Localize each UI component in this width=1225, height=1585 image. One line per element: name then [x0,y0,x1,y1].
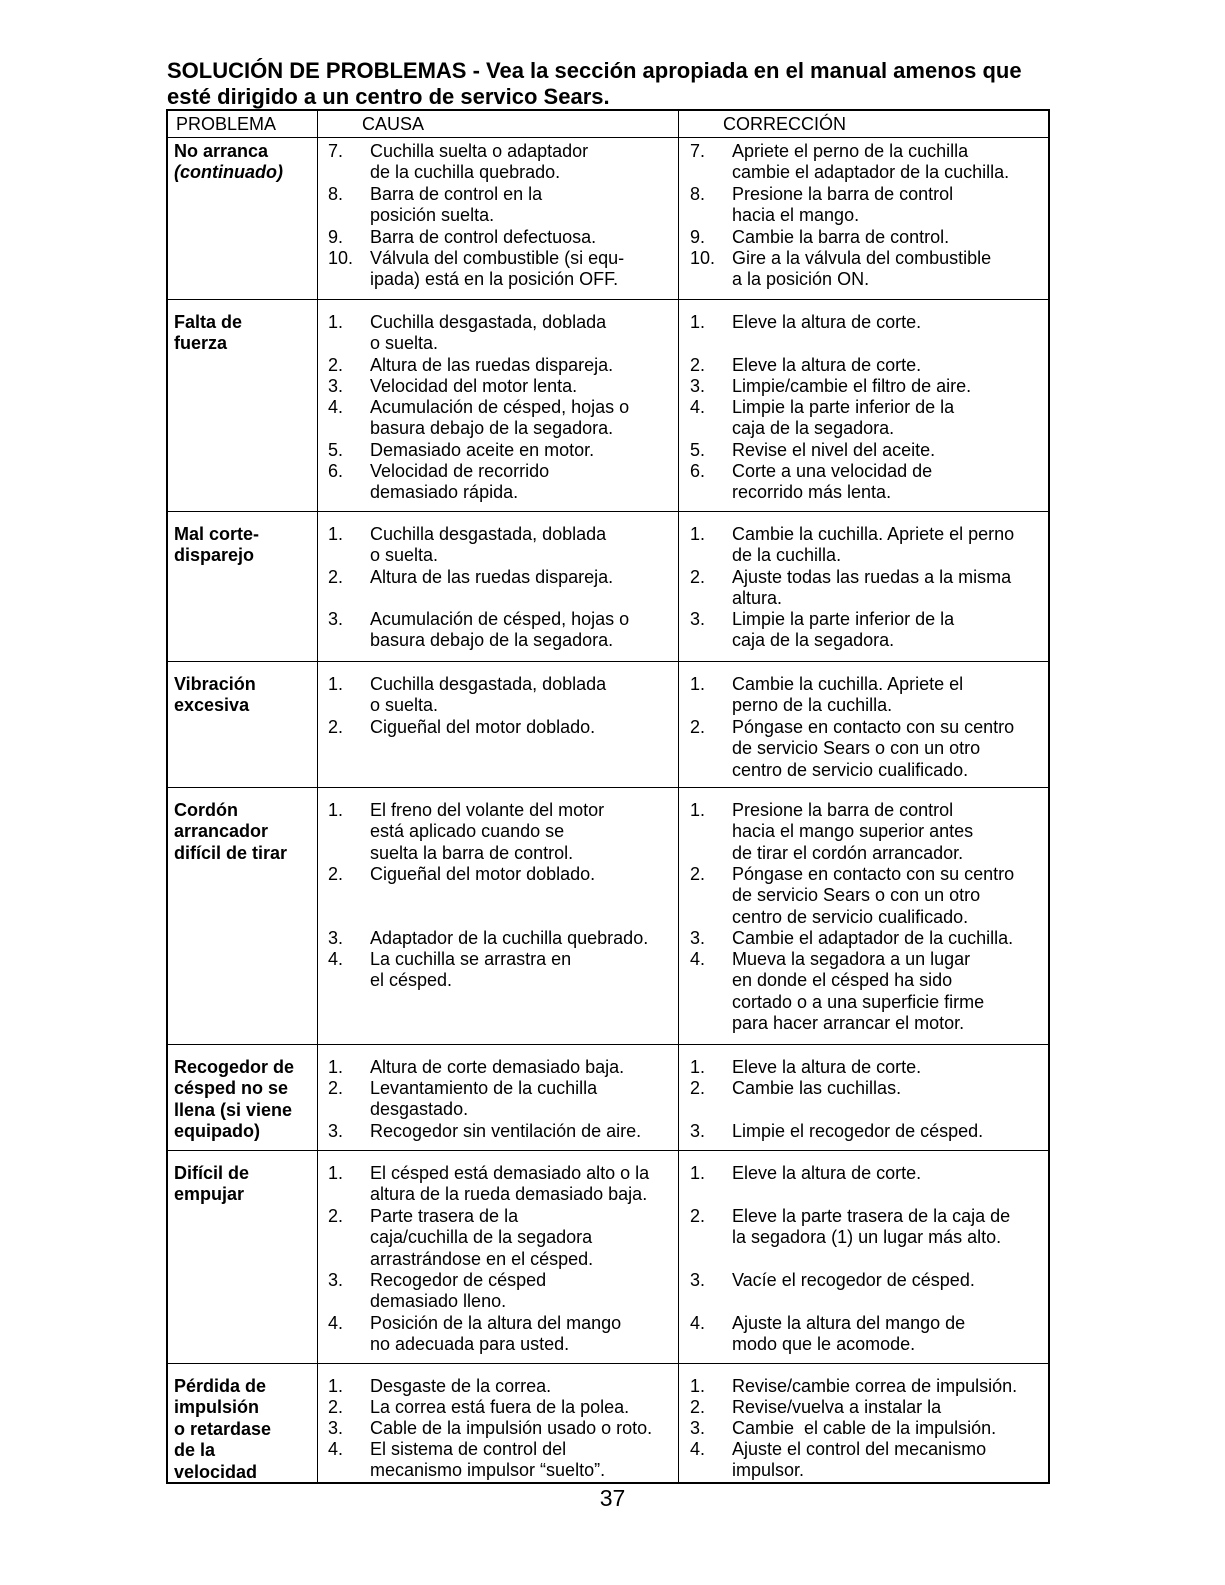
problem-text: equipado) [174,1121,260,1142]
correction-text: Limpie el recogedor de césped. [732,1121,984,1141]
correction-item [690,1206,1010,1249]
correction-text: caja de la segadora. [732,630,895,651]
correction-text: en donde el césped ha sido [732,970,953,991]
page-number: 37 [599,1485,626,1511]
cause-item [328,440,594,461]
cause-text: altura de la rueda demasiado baja. [370,1184,648,1205]
cause-text: no adecuada para usted. [370,1334,570,1355]
row-divider [168,1044,1048,1045]
correction-number: 3. [690,1270,706,1290]
cause-text: Demasiado aceite en motor. [370,440,595,460]
correction-number: 1. [690,1163,706,1183]
correction-number: 3. [690,1418,706,1438]
correction-text: Ajuste el control del mecanismo [732,1439,987,1459]
problem-text: fuerza [174,333,228,354]
row-divider [168,661,1048,662]
correction-item [690,864,1014,928]
problem-text: arrancador [174,821,269,842]
cause-item [328,1376,551,1397]
correction-item [690,1376,1017,1397]
correction-text: cambie el adaptador de la cuchilla. [732,162,1010,183]
cause-text: ipada) está en la posición OFF. [370,269,619,290]
cause-text: caja/cuchilla de la segadora [370,1227,593,1248]
correction-text: Eleve la altura de corte. [732,1163,922,1183]
row-divider [168,787,1048,788]
correction-item [690,949,984,1035]
cause-text: Cuchilla desgastada, doblada [370,312,607,332]
problem-text: empujar [174,1184,245,1205]
correction-item [690,248,991,291]
cause-number: 2. [328,355,344,375]
correction-item [690,567,1011,610]
correction-number: 2. [690,864,706,884]
cause-text: Válvula del combustible (si equ- [370,248,625,268]
cause-text: Acumulación de césped, hojas o [370,609,630,629]
cause-item [328,1078,597,1121]
cause-number: 2. [328,1206,344,1226]
troubleshooting-table [166,109,1050,1484]
correction-number: 3. [690,1121,706,1141]
correction-number: 1. [690,1057,706,1077]
cause-text: Posición de la altura del mango [370,1313,622,1333]
table-row [168,1048,1048,1152]
cause-text: Desgaste de la correa. [370,1376,552,1396]
cause-number: 8. [328,184,344,204]
problem-text: césped no se [174,1078,289,1099]
cause-item [328,717,595,738]
problem-text: velocidad [174,1461,258,1482]
correction-item [690,355,921,376]
correction-text: Mueva la segadora a un lugar [732,949,971,969]
problem-text: excesiva [174,695,250,716]
correction-item [690,800,973,864]
correction-text: Presione la barra de control [732,184,954,204]
cause-text: Altura de las ruedas dispareja. [370,567,614,587]
correction-number: 2. [690,355,706,375]
problem-text: disparejo [174,545,255,566]
problem-text: o retardase [174,1418,272,1439]
cause-item [328,609,629,652]
problem-text: llena (si viene [174,1099,293,1120]
cause-text: posición suelta. [370,205,495,226]
correction-text: de servicio Sears o con un otro [732,885,981,906]
correction-item [690,312,921,333]
cause-text: Altura de las ruedas dispareja. [370,355,614,375]
correction-item [690,524,1014,567]
table-row [168,141,1048,301]
correction-text: de servicio Sears o con un otro [732,738,981,759]
correction-text: Cambie el adaptador de la cuchilla. [732,928,1014,948]
cause-number: 2. [328,717,344,737]
cause-text: de la cuchilla quebrado. [370,162,561,183]
cause-text: Velocidad de recorrido [370,461,550,481]
correction-text: recorrido más lenta. [732,482,892,503]
cause-text: El freno del volante del motor [370,800,605,820]
cause-number: 4. [328,397,344,417]
correction-item [690,1121,983,1142]
cause-number: 2. [328,1397,344,1417]
correction-number: 1. [690,1376,706,1396]
cause-item [328,184,542,227]
column-header-cause: CAUSA [362,114,425,134]
correction-text: Eleve la parte trasera de la caja de [732,1206,1011,1226]
correction-number: 3. [690,609,706,629]
correction-text: la segadora (1) un lugar más alto. [732,1227,1002,1248]
cause-item [328,1418,652,1439]
cause-item [328,461,549,504]
correction-number: 4. [690,949,706,969]
correction-number: 2. [690,567,706,587]
correction-item [690,397,954,440]
correction-text: Cambie las cuchillas. [732,1078,902,1098]
cause-text: está aplicado cuando se [370,821,565,842]
cause-text: Cuchilla suelta o adaptador [370,141,589,161]
problem-text: (continuado) [174,162,283,183]
correction-item [690,928,1013,949]
correction-number: 9. [690,227,706,247]
table-row [168,515,1048,663]
correction-text: cortado o a una superficie firme [732,991,985,1012]
correction-number: 7. [690,141,706,161]
correction-text: Gire a la válvula del combustible [732,248,992,268]
cause-text: suelta la barra de control. [370,842,574,863]
cause-text: Cuchilla desgastada, doblada [370,674,607,694]
problem-text: de la [174,1440,216,1461]
problem-text: Recogedor de [174,1057,295,1077]
correction-text: Cambie el cable de la impulsión. [732,1418,997,1438]
correction-text: de tirar el cordón arrancador. [732,842,964,863]
correction-text: centro de servicio cualificado. [732,759,969,780]
cause-item [328,355,613,376]
correction-text: Cambie la cuchilla. Apriete el perno [732,524,1015,544]
correction-item [690,141,1009,184]
problem-text: Mal corte- [174,524,260,544]
correction-text: Limpie la parte inferior de la [732,397,955,417]
correction-text: perno de la cuchilla. [732,695,893,716]
problem-text: Pérdida de [174,1376,267,1396]
column-header-correction: CORRECCIÓN [723,114,847,134]
correction-number: 2. [690,1206,706,1226]
row-divider [168,511,1048,512]
cause-number: 3. [328,1418,344,1438]
correction-item [690,1078,901,1099]
correction-item [690,609,954,652]
cause-number: 1. [328,1376,344,1396]
correction-number: 2. [690,1397,706,1417]
correction-text: Eleve la altura de corte. [732,312,922,332]
cause-text: demasiado rápida. [370,482,519,503]
cause-item [328,949,571,992]
correction-text: Ajuste la altura del mango de [732,1313,966,1333]
correction-item [690,461,932,504]
correction-text: Eleve la altura de corte. [732,1057,922,1077]
correction-text: de la cuchilla. [732,545,842,566]
cause-number: 2. [328,864,344,884]
table-row [168,303,1048,513]
cause-number: 1. [328,800,344,820]
problem-text: Difícil de [174,1163,250,1183]
correction-number: 6. [690,461,706,481]
cause-item [328,312,606,355]
cause-text: arrastrándose en el césped. [370,1248,594,1269]
row-divider [168,299,1048,300]
cause-text: Cigueñal del motor doblado. [370,717,596,737]
cause-text: Recogedor de césped [370,1270,547,1290]
cause-number: 4. [328,949,344,969]
correction-text: altura. [732,588,783,609]
cause-number: 4. [328,1313,344,1333]
column-header-problem: PROBLEMA [176,114,277,134]
cause-item [328,248,624,291]
cause-number: 10. [328,248,354,268]
correction-number: 5. [690,440,706,460]
page-heading: SOLUCIÓN DE PROBLEMAS - Vea la sección apropiada en el manual amenos que esté dirigido a un centro de servico Sears. [167,58,1022,109]
cause-item [328,800,604,864]
row-divider [168,1363,1048,1364]
correction-item [690,376,971,397]
correction-text: Póngase en contacto con su centro [732,864,1015,884]
correction-text: Cambie la cuchilla. Apriete el [732,674,964,694]
cause-number: 4. [328,1439,344,1459]
cause-item [328,141,588,184]
table-row [168,1154,1048,1365]
cause-item [328,1439,605,1482]
problem-text: difícil de tirar [174,842,288,863]
cause-item [328,397,629,440]
cause-text: Adaptador de la cuchilla quebrado. [370,928,649,948]
cause-item [328,1270,546,1313]
cause-text: Velocidad del motor lenta. [370,376,578,396]
cause-text: Acumulación de césped, hojas o [370,397,630,417]
cause-number: 1. [328,524,344,544]
cause-text: Barra de control defectuosa. [370,227,597,247]
correction-item [690,1439,986,1482]
correction-text: Corte a una velocidad de [732,461,933,481]
cause-item [328,1121,641,1142]
cause-item [328,1397,629,1418]
correction-item [690,184,953,227]
cause-item [328,567,613,588]
problem-text: Cordón [174,800,238,820]
cause-number: 3. [328,1121,344,1141]
cause-text: Cigueñal del motor doblado. [370,864,596,884]
cause-text: o suelta. [370,333,439,354]
correction-text: modo que le acomode. [732,1334,916,1355]
cause-number: 3. [328,376,344,396]
correction-number: 10. [690,248,716,268]
correction-item [690,674,963,717]
cause-item [328,1313,621,1356]
correction-text: Limpie/cambie el filtro de aire. [732,376,972,396]
cause-text: basura debajo de la segadora. [370,418,614,439]
cause-text: Cable de la impulsión usado o roto. [370,1418,653,1438]
cause-number: 1. [328,312,344,332]
correction-text: Limpie la parte inferior de la [732,609,955,629]
correction-text: Revise el nivel del aceite. [732,440,936,460]
problem-cell [174,800,319,864]
cause-item [328,376,577,397]
correction-text: Ajuste todas las ruedas a la misma [732,567,1012,587]
cause-item [328,928,648,949]
table-row [168,665,1048,789]
row-divider [168,1150,1048,1151]
problem-text: Vibración [174,674,256,694]
correction-number: 4. [690,1313,706,1333]
correction-text: Apriete el perno de la cuchilla [732,141,969,161]
correction-item [690,1313,965,1356]
cause-text: Recogedor sin ventilación de aire. [370,1121,642,1141]
correction-text: Eleve la altura de corte. [732,355,922,375]
cause-number: 1. [328,674,344,694]
correction-text: Revise/cambie correa de impulsión. [732,1376,1018,1396]
cause-text: demasiado lleno. [370,1291,507,1312]
correction-text: hacia el mango superior antes [732,821,974,842]
correction-text: Póngase en contacto con su centro [732,717,1015,737]
correction-number: 1. [690,800,706,820]
correction-number: 3. [690,376,706,396]
cause-text: mecanismo impulsor “suelto”. [370,1460,606,1481]
cause-item [328,864,595,885]
correction-item [690,440,935,461]
cause-text: La correa está fuera de la polea. [370,1397,630,1417]
problem-cell [174,1376,319,1483]
correction-item [690,1163,921,1184]
correction-number: 4. [690,1439,706,1459]
cause-number: 3. [328,1270,344,1290]
cause-text: Cuchilla desgastada, doblada [370,524,607,544]
correction-number: 2. [690,1078,706,1098]
correction-text: Presione la barra de control [732,800,954,820]
cause-number: 6. [328,461,344,481]
cause-number: 3. [328,609,344,629]
cause-item [328,674,606,717]
correction-text: para hacer arrancar el motor. [732,1013,965,1034]
cause-number: 1. [328,1163,344,1183]
cause-text: El césped está demasiado alto o la [370,1163,650,1183]
correction-text: caja de la segadora. [732,418,895,439]
cause-item [328,524,606,567]
cause-item [328,1163,649,1206]
correction-number: 1. [690,524,706,544]
cause-text: el césped. [370,970,453,991]
problem-cell [174,312,319,355]
table-row [168,791,1048,1046]
correction-item [690,1418,996,1439]
cause-text: desgastado. [370,1099,469,1120]
correction-item [690,227,949,248]
cause-number: 2. [328,567,344,587]
problem-cell [174,1163,319,1206]
correction-number: 1. [690,674,706,694]
correction-text: Revise/vuelva a instalar la [732,1397,942,1417]
cause-number: 7. [328,141,344,161]
header-divider [168,137,1048,138]
correction-number: 1. [690,312,706,332]
cause-text: Altura de corte demasiado baja. [370,1057,625,1077]
correction-number: 3. [690,928,706,948]
cause-number: 1. [328,1057,344,1077]
correction-number: 4. [690,397,706,417]
cause-text: basura debajo de la segadora. [370,630,614,651]
correction-item [690,1270,975,1291]
correction-text: hacia el mango. [732,205,860,226]
problem-text: Falta de [174,312,243,332]
cause-text: La cuchilla se arrastra en [370,949,572,969]
cause-text: El sistema de control del [370,1439,567,1459]
cause-number: 5. [328,440,344,460]
correction-item [690,1397,941,1418]
correction-text: centro de servicio cualificado. [732,906,969,927]
cause-item [328,1057,624,1078]
correction-item [690,1057,921,1078]
cause-item [328,227,596,248]
cause-text: o suelta. [370,545,439,566]
correction-text: a la posición ON. [732,269,870,290]
correction-number: 8. [690,184,706,204]
problem-cell [174,141,319,184]
problem-text: impulsión [174,1397,259,1418]
problem-text: No arranca [174,141,269,161]
problem-cell [174,524,319,567]
correction-text: Cambie la barra de control. [732,227,950,247]
cause-text: o suelta. [370,695,439,716]
correction-number: 2. [690,717,706,737]
problem-cell [174,674,319,717]
correction-text: Vacíe el recogedor de césped. [732,1270,975,1290]
cause-number: 3. [328,928,344,948]
cause-item [328,1206,593,1270]
cause-number: 2. [328,1078,344,1098]
table-row [168,1367,1048,1484]
correction-text: impulsor. [732,1460,805,1481]
correction-item [690,717,1014,781]
cause-text: Barra de control en la [370,184,543,204]
cause-text: Parte trasera de la [370,1206,519,1226]
cause-text: Levantamiento de la cuchilla [370,1078,598,1098]
cause-number: 9. [328,227,344,247]
problem-cell [174,1057,319,1143]
